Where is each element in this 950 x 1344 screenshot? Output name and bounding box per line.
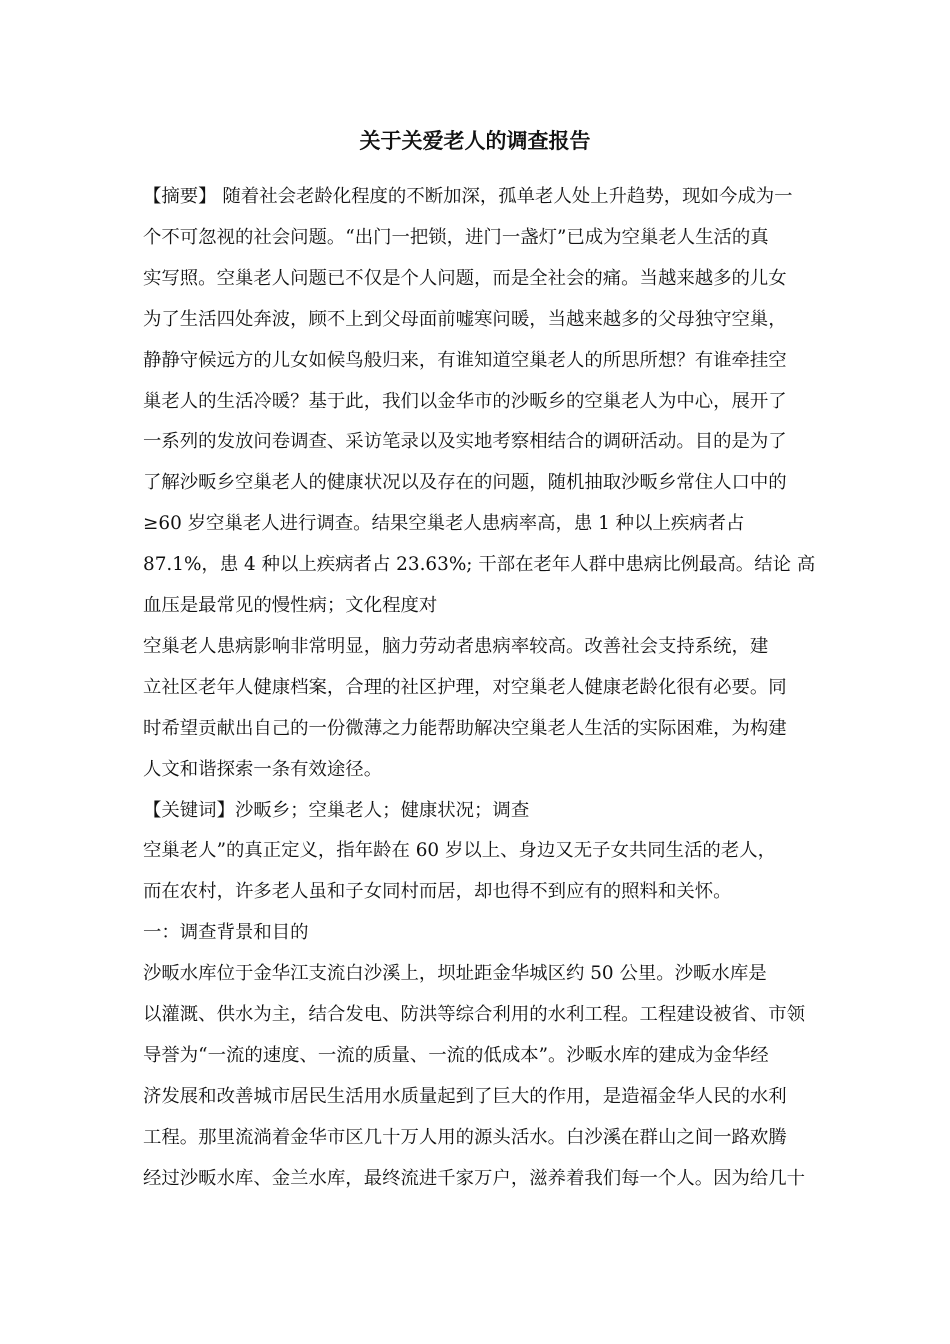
- document-title: 关于关爱老人的调查报告: [359, 128, 591, 153]
- text-line: ≥60 岁空巢老人进行调查。结果空巢老人患病率高，患 1 种以上疾病者占: [143, 513, 745, 535]
- text-line: 了解沙畈乡空巢老人的健康状况以及存在的问题，随机抽取沙畈乡常住人口中的: [143, 472, 787, 494]
- text-line: 一：调查背景和目的: [143, 922, 309, 944]
- text-line: 经过沙畈水库、金兰水库，最终流进千家万户，滋养着我们每一个人。因为给几十: [143, 1167, 806, 1189]
- text-line: 导誉为“一流的速度、一流的质量、一流的低成本”。沙畈水库的建成为金华经: [143, 1044, 769, 1066]
- text-line: 【关键词】沙畈乡；空巢老人；健康状况；调查: [143, 799, 530, 821]
- text-line: 工程。那里流淌着金华市区几十万人用的源头活水。白沙溪在群山之间一路欢腾: [143, 1126, 787, 1148]
- text-line: 巢老人的生活冷暖？基于此，我们以金华市的沙畈乡的空巢老人为中心，展开了: [143, 390, 787, 412]
- text-line: 一系列的发放问卷调查、采访笔录以及实地考察相结合的调研活动。目的是为了: [143, 431, 787, 453]
- text-line: 而在农村，许多老人虽和子女同村而居，却也得不到应有的照料和关怀。: [143, 881, 732, 903]
- text-line: 个不可忽视的社会问题。“出门一把锁，进门一盏灯”已成为空巢老人生活的真: [143, 226, 769, 248]
- text-line: 时希望贡献出自己的一份微薄之力能帮助解决空巢老人生活的实际困难，为构建: [143, 717, 787, 739]
- text-line: 空巢老人患病影响非常明显，脑力劳动者患病率较高。改善社会支持系统，建: [143, 635, 769, 657]
- text-line: 以灌溉、供水为主，结合发电、防洪等综合利用的水利工程。工程建设被省、市领: [143, 1004, 806, 1025]
- text-line: 人文和谐探索一条有效途径。: [143, 758, 383, 780]
- text-line: 静静守候远方的儿女如候鸟般归来，有谁知道空巢老人的所思所想？有谁牵挂空: [143, 349, 787, 371]
- text-line: 空巢老人”的真正定义，指年龄在 60 岁以上、身边又无子女共同生活的老人，: [143, 840, 776, 862]
- text-line: 87.1%，患 4 种以上疾病者占 23.63%; 干部在老年人群中患病比例最高。结论 高: [143, 554, 816, 576]
- text-line: 沙畈水库位于金华江支流白沙溪上，坝址距金华城区约 50 公里。沙畈水库是: [143, 963, 767, 985]
- text-line: 济发展和改善城市居民生活用水质量起到了巨大的作用，是造福金华人民的水利: [143, 1085, 787, 1107]
- text-line: 血压是最常见的慢性病；文化程度对: [143, 595, 438, 616]
- text-line: 【摘要】 随着社会老龄化程度的不断加深，孤单老人处上升趋势，现如今成为一: [143, 186, 793, 207]
- text-line: 立社区老年人健康档案，合理的社区护理，对空巢老人健康老龄化很有必要。同: [143, 676, 787, 698]
- text-line: 实写照。空巢老人问题已不仅是个人问题，而是全社会的痛。当越来越多的儿女: [143, 267, 787, 289]
- text-line: 为了生活四处奔波，顾不上到父母面前嘘寒问暖，当越来越多的父母独守空巢，: [143, 308, 787, 330]
